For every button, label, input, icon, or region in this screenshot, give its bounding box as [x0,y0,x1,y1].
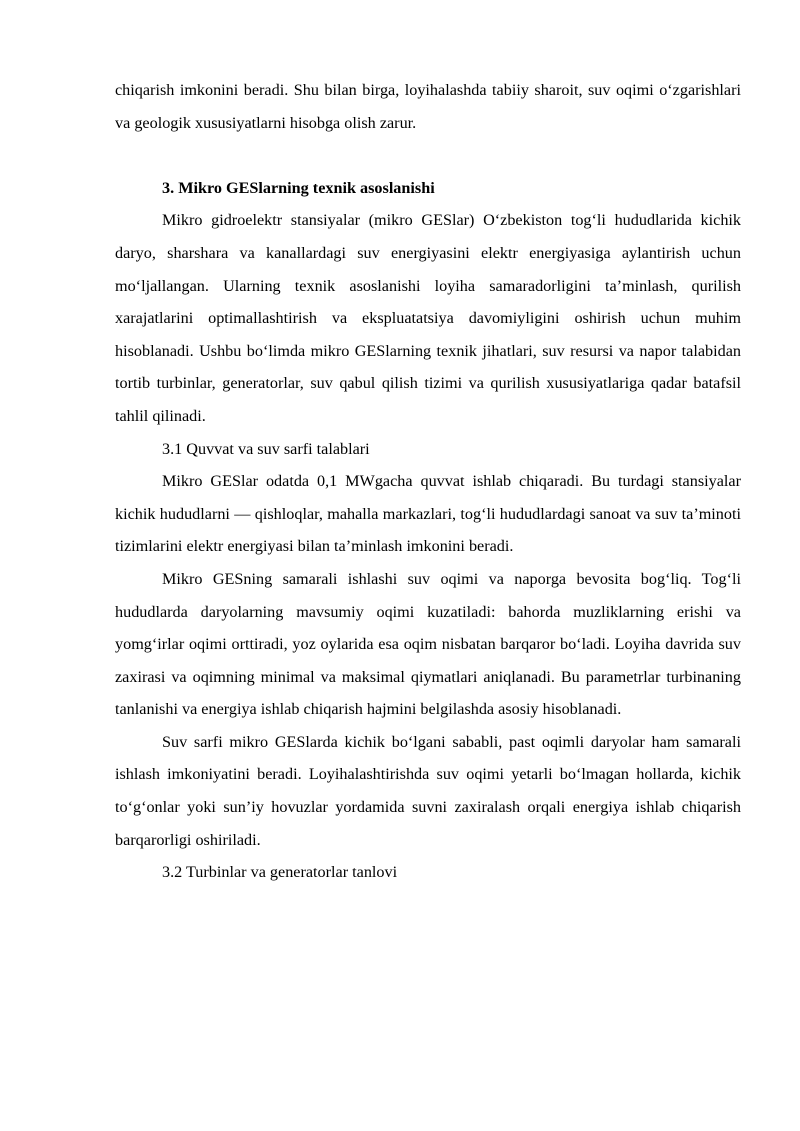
subsection-1-paragraph-3: Suv sarfi mikro GESlarda kichik bo‘lgani sababli, past oqimli daryolar ham samarali ishlash imkoniyatini beradi. Loyihalashtirishda suv oqimi yetarli bo‘lmagan hollarda, kichik to‘g‘onlar yoki sun’iy hovuzlar yordamida suvni zaxiralash orqali energiya ishlab chiqarish barqarorligi oshiriladi. [115,732,741,849]
subsection-2-heading: 3.2 Turbinlar va generatorlar tanlovi [162,863,398,882]
section-paragraph: Mikro gidroelektr stansiyalar (mikro GESlar) O‘zbekiston tog‘li hududlarida kichik daryo, sharshara va kanallardagi suv energiyasini elektr energiyasiga aylantirish uchun mo‘ljallangan. Ularning texnik asoslanishi loyiha samaradorligini ta’minlash, qurilish xarajatlarini optimallashtirish va ekspluatatsiya davomiyligini oshirish uchun muhim hisoblanadi. Ushbu bo‘limda mikro GESlarning texnik jihatlari, suv resursi va napor talabidan tortib turbinlar, generatorlar, suv qabul qilish tizimi va qurilish xususiyatlariga qadar batafsil tahlil qilinadi. [115,211,741,425]
document-page [115,74,741,889]
section-heading: 3. Mikro GESlarning texnik asoslanishi [162,178,435,197]
subsection-1-paragraph-2: Mikro GESning samarali ishlashi suv oqimi va naporga bevosita bog‘liq. Tog‘li hududlarda daryolarning mavsumiy oqimi kuzatiladi: bahorda muzliklarning erishi va yomg‘irlar oqimi orttiradi, yoz oylarida esa oqim nisbatan barqaror bo‘ladi. Loyiha davrida suv zaxirasi va oqimning minimal va maksimal qiymatlari aniqlanadi. Bu parametrlar turbinaning tanlanishi va energiya ishlab chiqarish hajmini belgilashda asosiy hisoblanadi. [115,569,741,719]
intro-paragraph: chiqarish imkonini beradi. Shu bilan birga, loyihalashda tabiiy sharoit, suv oqimi o‘zgarishlari va geologik xususiyatlarni hisobga olish zarur. [115,81,741,132]
subsection-1-paragraph-1: Mikro GESlar odatda 0,1 MWgacha quvvat ishlab chiqaradi. Bu turdagi stansiyalar kichik hududlarni — qishloqlar, mahalla markazlari, tog‘li hududlardagi sanoat va suv ta’minoti tizimlarini elektr energiyasi bilan ta’minlash imkonini beradi. [115,472,741,556]
subsection-1-heading: 3.1 Quvvat va suv sarfi talablari [162,439,370,458]
paragraph-spacer [115,139,741,172]
